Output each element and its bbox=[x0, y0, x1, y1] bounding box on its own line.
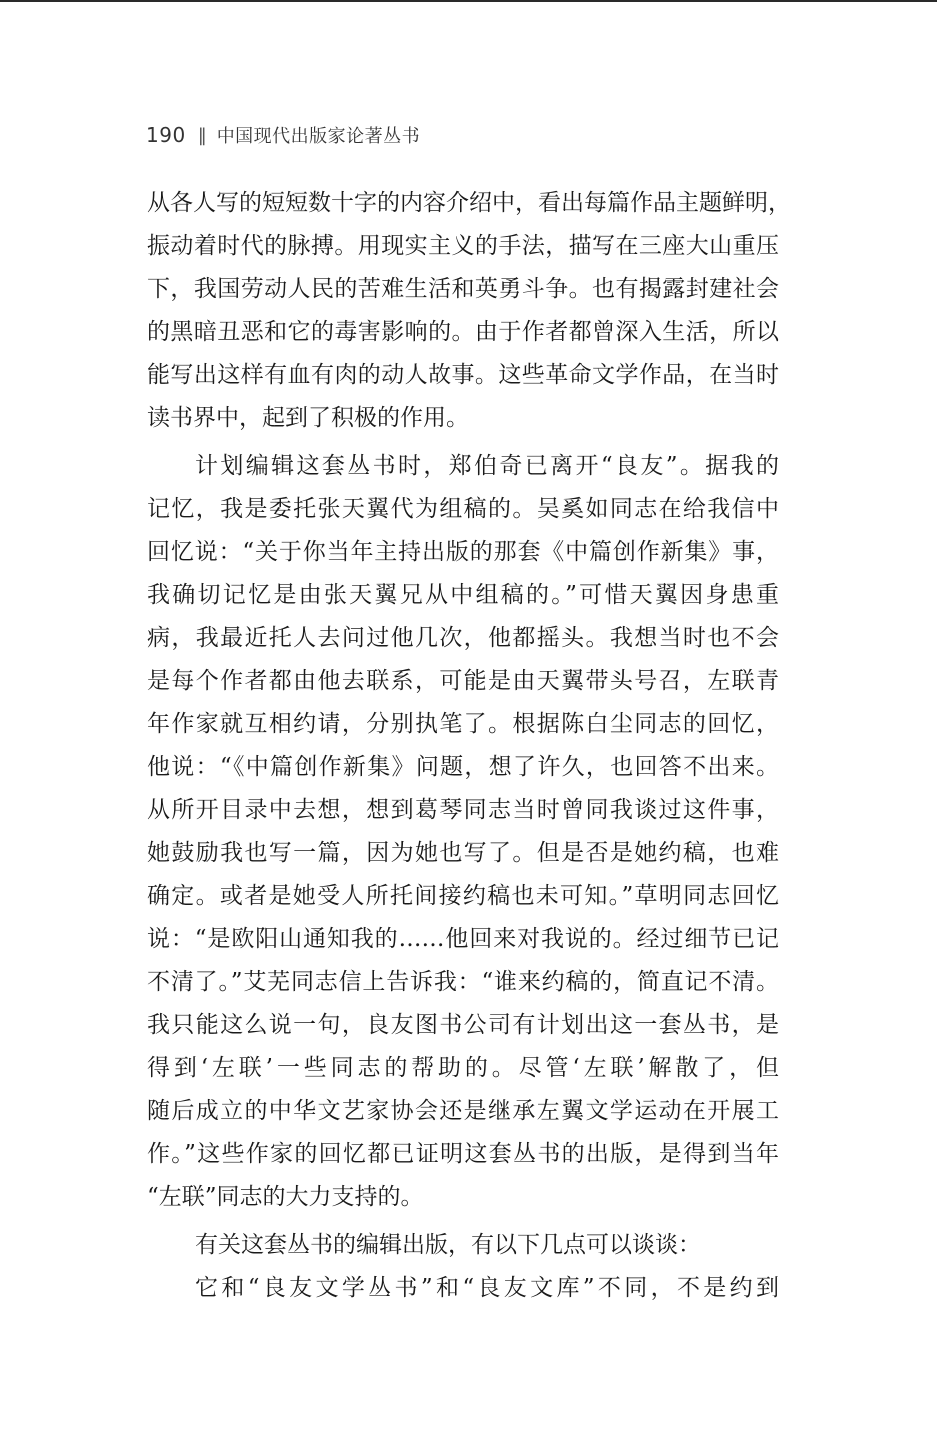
text-line: 说：“是欧阳山通知我的……他回来对我说的。经过细节已记 bbox=[147, 926, 779, 952]
paragraph bbox=[147, 1224, 779, 1267]
paragraph bbox=[147, 1267, 779, 1310]
text-line: 她鼓励我也写一篇，因为她也写了。但是否是她约稿，也难 bbox=[147, 840, 779, 866]
text-line: 的黑暗丑恶和它的毒害影响的。由于作者都曾深入生活，所以 bbox=[147, 319, 779, 345]
text-line: 我确切记忆是由张天翼兄从中组稿的。”可惜天翼因身患重 bbox=[147, 582, 779, 608]
text-line: 记忆，我是委托张天翼代为组稿的。吴奚如同志在给我信中 bbox=[147, 496, 779, 522]
text-line: 确定。或者是她受人所托间接约稿也未可知。”草明同志回忆 bbox=[147, 883, 779, 909]
text-line: 读书界中，起到了积极的作用。 bbox=[147, 405, 469, 431]
text-line: 作。”这些作家的回忆都已证明这套丛书的出版，是得到当年 bbox=[147, 1141, 779, 1167]
running-head bbox=[146, 120, 420, 150]
body-text bbox=[147, 182, 791, 1310]
text-line: 从所开目录中去想，想到葛琴同志当时曾同我谈过这件事， bbox=[147, 797, 779, 823]
paragraph bbox=[147, 445, 779, 1219]
text-line: 它和“良友文学丛书”和“良友文库”不同，不是约到 bbox=[195, 1275, 779, 1301]
text-line: 回忆说：“关于你当年主持出版的那套《中篇创作新集》事， bbox=[147, 539, 779, 565]
text-line: 他说：“《中篇创作新集》问题，想了许久，也回答不出来。 bbox=[147, 754, 779, 780]
text-line: 从各人写的短短数十字的内容介绍中，看出每篇作品主题鲜明， bbox=[147, 190, 791, 216]
text-line: 计划编辑这套丛书时，郑伯奇已离开“良友”。据我的 bbox=[195, 453, 779, 479]
text-line: 随后成立的中华文艺家协会还是继承左翼文学运动在开展工 bbox=[147, 1098, 779, 1124]
text-line: 能写出这样有血有肉的动人故事。这些革命文学作品，在当时 bbox=[147, 362, 779, 388]
text-line: 病，我最近托人去问过他几次，他都摇头。我想当时也不会 bbox=[147, 625, 779, 651]
text-line: 下，我国劳动人民的苦难生活和英勇斗争。也有揭露封建社会 bbox=[147, 276, 779, 302]
text-line: 有关这套丛书的编辑出版，有以下几点可以谈谈： bbox=[195, 1232, 701, 1258]
text-line: 不清了。”艾芜同志信上告诉我：“谁来约稿的，简直记不清。 bbox=[147, 969, 779, 995]
paragraph bbox=[147, 182, 791, 440]
text-line: 年作家就互相约请，分别执笔了。根据陈白尘同志的回忆， bbox=[147, 711, 779, 737]
text-line: 我只能这么说一句，良友图书公司有计划出这一套丛书，是 bbox=[147, 1012, 779, 1038]
series-title: 中国现代出版家论著丛书 bbox=[216, 126, 421, 147]
header-separator: ‖ bbox=[197, 124, 207, 146]
text-line: 振动着时代的脉搏。用现实主义的手法，描写在三座大山重压 bbox=[147, 233, 779, 259]
page-number: 190 bbox=[146, 123, 186, 147]
text-line: 得到‘左联’一些同志的帮助的。尽管‘左联’解散了，但 bbox=[147, 1055, 779, 1081]
text-line: “左联”同志的大力支持的。 bbox=[147, 1184, 424, 1210]
text-line: 是每个作者都由他去联系，可能是由天翼带头号召，左联青 bbox=[147, 668, 779, 694]
top-rule bbox=[0, 0, 937, 2]
